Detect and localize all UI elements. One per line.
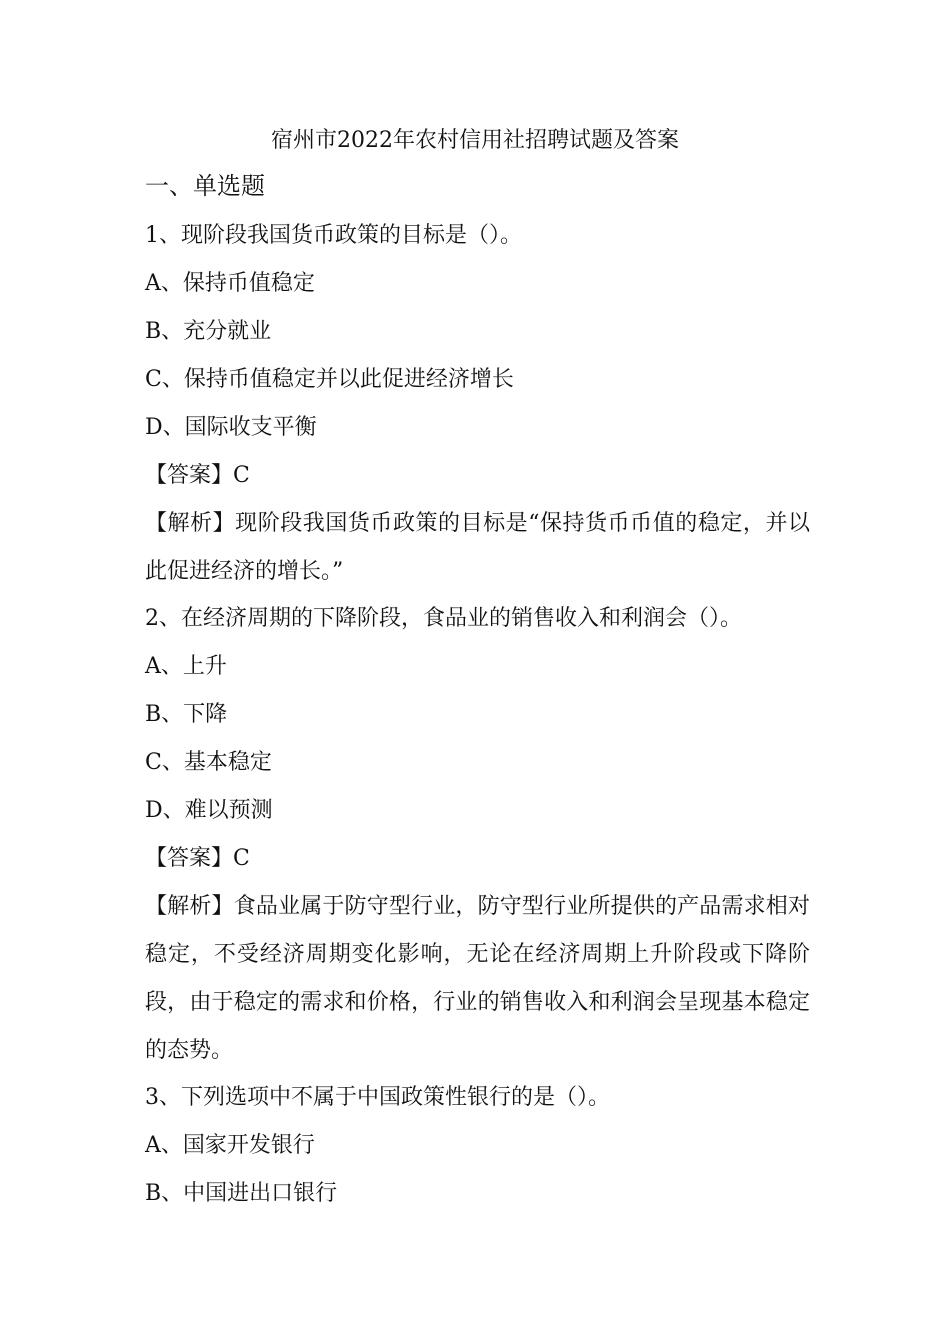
answer-value: C [233, 463, 250, 488]
question-2-option-a: A、上升 [145, 654, 227, 679]
question-2-option-c: C、基本稳定 [145, 750, 272, 775]
question-2-answer [145, 842, 250, 876]
question-2-stem: 2、在经济周期的下降阶段，食品业的销售收入和利润会（）。 [145, 606, 742, 631]
question-1-stem: 1、现阶段我国货币政策的目标是（）。 [145, 223, 522, 248]
question-1-option-a: A、保持币值稳定 [145, 271, 315, 296]
analysis-text: 现阶段我国货币政策的目标是“保持货币币值的稳定，并以此促进经济的增长。” [145, 511, 810, 584]
section-heading: 一、单选题 [145, 172, 265, 200]
document-title: 宿州市2022年农村信用社招聘试题及答案 [271, 128, 679, 153]
answer-tag: 【答案】 [145, 846, 234, 871]
analysis-tag: 【解析】 [145, 894, 234, 919]
question-3-stem: 3、下列选项中不属于中国政策性银行的是（）。 [145, 1085, 610, 1110]
question-3-option-a: A、国家开发银行 [145, 1133, 315, 1158]
question-1-answer [145, 459, 250, 493]
question-1-option-c: C、保持币值稳定并以此促进经济增长 [145, 367, 514, 392]
question-1-option-d: D、国际收支平衡 [145, 415, 317, 440]
question-2-option-b: B、下降 [145, 702, 228, 727]
question-1-analysis [145, 500, 810, 596]
question-2-analysis [145, 883, 810, 1075]
question-2-option-d: D、难以预测 [145, 798, 273, 823]
answer-value: C [233, 846, 250, 871]
answer-tag: 【答案】 [145, 463, 234, 488]
analysis-text: 食品业属于防守型行业，防守型行业所提供的产品需求相对稳定，不受经济周期变化影响，无论在经济周期上升阶段或下降阶段，由于稳定的需求和价格，行业的销售收入和利润会呈现基本稳定的态势。 [145, 894, 810, 1063]
analysis-tag: 【解析】 [145, 511, 236, 536]
question-1-option-b: B、充分就业 [145, 319, 272, 344]
question-3-option-b: B、中国进出口银行 [145, 1181, 338, 1206]
